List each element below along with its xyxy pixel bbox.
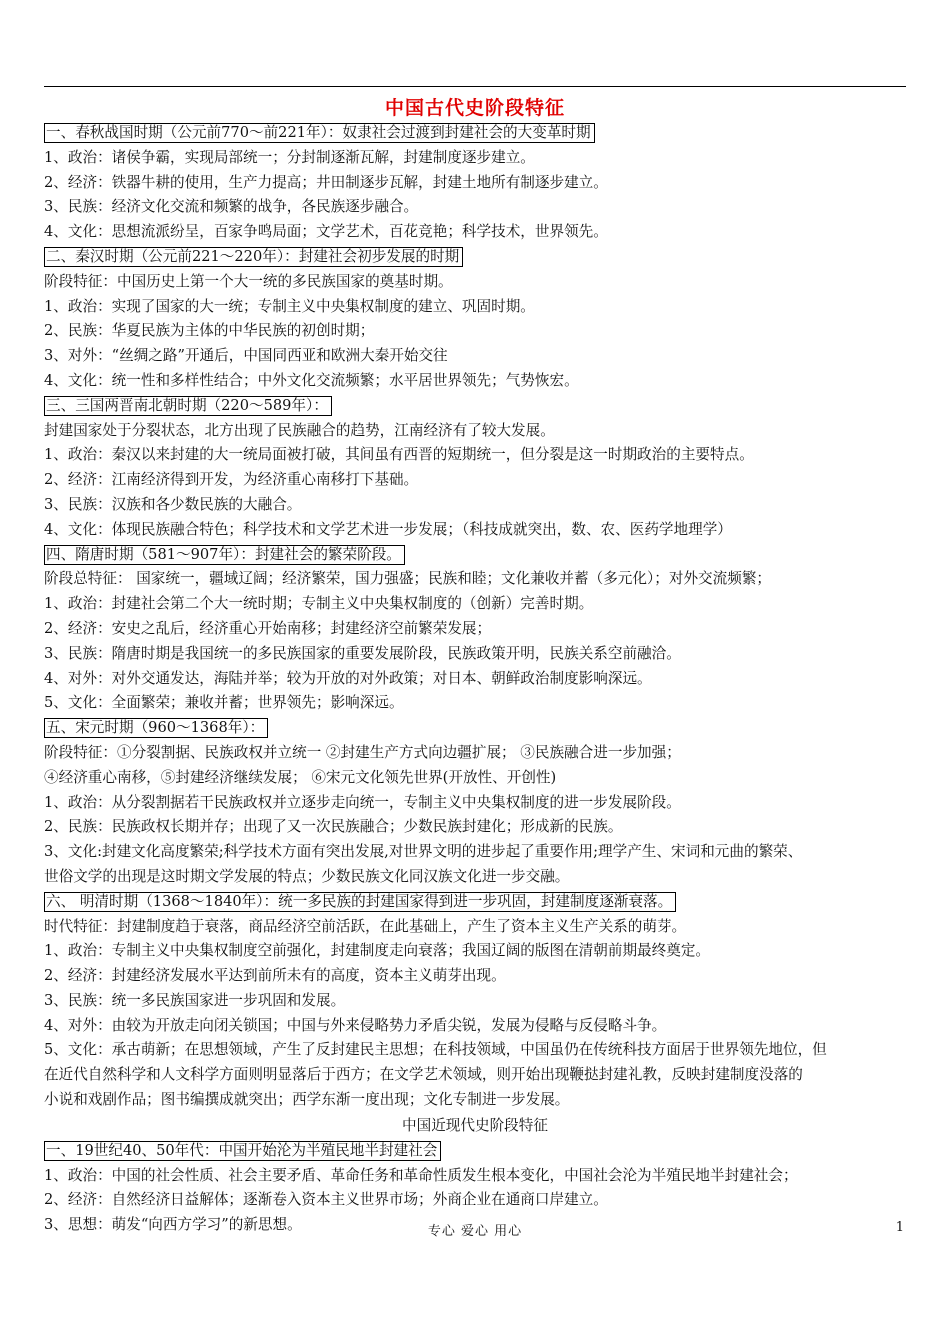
text-line: 时代特征：封建制度趋于衰落，商品经济空前活跃，在此基础上，产生了资本主义生产关系的萌芽。 [44, 917, 687, 935]
page-footer [0, 1220, 950, 1240]
period-heading [44, 543, 906, 568]
text-line: 2、经济：自然经济日益解体；逐渐卷入资本主义世界市场；外商企业在通商口岸建立。 [44, 1191, 608, 1209]
page-number: 1 [895, 1220, 904, 1235]
text-line: 2、经济：安史之乱后，经济重心开始南移；封建经济空前繁荣发展； [44, 619, 492, 637]
text-line: 5、文化：承古萌新；在思想领域，产生了反封建民主思想；在科技领域，中国虽仍在传统科技方面居于世界领先地位，但 [44, 1041, 827, 1059]
period-heading-text: 一、春秋战国时期（公元前770～前221年）：奴隶社会过渡到封建社会的大变革时期 [44, 123, 595, 143]
text-line: 2、民族：民族政权长期并存；出现了又一次民族融合；少数民族封建化；形成新的民族。 [44, 818, 623, 836]
period-heading [44, 394, 906, 419]
header-rule [44, 86, 906, 87]
period-heading [44, 716, 906, 741]
document-body [44, 95, 906, 1238]
text-line: 4、文化：统一性和多样性结合；中外文化交流频繁；水平居世界领先；气势恢宏。 [44, 371, 579, 389]
text-line: 阶段特征：中国历史上第一个大一统的多民族国家的奠基时期。 [44, 272, 453, 290]
text-line: 3、民族：汉族和各少数民族的大融合。 [44, 495, 302, 513]
period-heading [44, 245, 906, 270]
text-line: 4、文化：思想流派纷呈，百家争鸣局面；文学艺术，百花竞艳；科学技术，世界领先。 [44, 223, 608, 241]
section-subtitle: 中国近现代史阶段特征 [402, 1116, 548, 1134]
period-heading-text: 三、三国两晋南北朝时期（220～589年）： [44, 396, 332, 416]
text-line: ④经济重心南移，⑤封建经济继续发展； ⑥宋元文化领先世界(开放性、开创性) [44, 768, 557, 786]
period-heading-text: 四、隋唐时期（581～907年）：封建社会的繁荣阶段。 [44, 545, 405, 565]
text-line: 1、政治：封建社会第二个大一统时期；专制主义中央集权制度的（创新）完善时期。 [44, 595, 594, 613]
text-line: 2、民族：华夏民族为主体的中华民族的初创时期； [44, 322, 375, 340]
text-line: 小说和戏剧作品；图书编撰成就突出；西学东渐一度出现；文化专制进一步发展。 [44, 1091, 570, 1109]
text-line: 4、对外：由较为开放走向闭关锁国；中国与外来侵略势力矛盾尖锐，发展为侵略与反侵略斗争。 [44, 1016, 667, 1034]
text-line: 3、民族：隋唐时期是我国统一的多民族国家的重要发展阶段，民族政策开明，民族关系空前融洽。 [44, 644, 681, 662]
period-heading-text: 一、19世纪40、50年代：中国开始沦为半殖民地半封建社会 [44, 1141, 441, 1161]
text-line: 2、经济：铁器牛耕的使用，生产力提高；井田制逐步瓦解，封建土地所有制逐步建立。 [44, 173, 608, 191]
period-heading-text: 六、 明清时期（1368～1840年）：统一多民族的封建国家得到进一步巩固，封建制度逐渐衰落。 [44, 892, 676, 912]
period-heading [44, 890, 906, 915]
period-heading-text: 二、秦汉时期（公元前221～220年）：封建社会初步发展的时期 [44, 247, 463, 267]
text-line: 1、政治：专制主义中央集权制度空前强化，封建制度走向衰落；我国辽阔的版图在清朝前期最终奠定。 [44, 942, 711, 960]
ancient-history-section [44, 121, 906, 1113]
footer-motto: 专心 爱心 用心 [427, 1224, 523, 1239]
text-line: 3、文化:封建文化高度繁荣;科学技术方面有突出发展,对世界文明的进步起了重要作用;理学产生、宋词和元曲的繁荣、 [44, 843, 803, 861]
text-line: 在近代自然科学和人文科学方面则明显落后于西方；在文学艺术领域，则开始出现鞭挞封建礼教，反映封建制度没落的 [44, 1066, 803, 1084]
text-line: 2、经济：封建经济发展水平达到前所未有的高度，资本主义萌芽出现。 [44, 967, 506, 985]
period-heading [44, 1139, 906, 1164]
text-line: 阶段总特征： 国家统一，疆域辽阔；经济繁荣，国力强盛；民族和睦；文化兼收并蓄（多元化）；对外交流频繁； [44, 570, 772, 588]
text-line: 4、文化：体现民族融合特色；科学技术和文学艺术进一步发展；（科技成就突出，数、农、医药学地理学） [44, 520, 732, 538]
text-line: 世俗文学的出现是这时期文学发展的特点；少数民族文化同汉族文化进一步交融。 [44, 867, 570, 885]
text-line: 3、对外：“丝绸之路”开通后，中国同西亚和欧洲大秦开始交往 [44, 347, 448, 365]
text-line: 1、政治：秦汉以来封建的大一统局面被打破，其间虽有西晋的短期统一，但分裂是这一时期政治的主要特点。 [44, 446, 754, 464]
text-line: 4、对外：对外交通发达，海陆并举；较为开放的对外政策；对日本、朝鲜政治制度影响深远。 [44, 669, 652, 687]
text-line: 2、经济：江南经济得到开发，为经济重心南移打下基础。 [44, 471, 419, 489]
page-title: 中国古代史阶段特征 [384, 97, 565, 119]
text-line: 1、政治：诸侯争霸，实现局部统一；分封制逐渐瓦解，封建制度逐步建立。 [44, 148, 535, 166]
text-line: 3、思想：萌发“向西方学习”的新思想。 [44, 1216, 302, 1234]
text-line: 阶段特征：①分裂割据、民族政权并立统一 ②封建生产方式向边疆扩展； ③民族融合进一步加强； [44, 743, 681, 761]
text-line: 封建国家处于分裂状态，北方出现了民族融合的趋势，江南经济有了较大发展。 [44, 421, 555, 439]
text-line: 1、政治：中国的社会性质、社会主要矛盾、革命任务和革命性质发生根本变化，中国社会沦为半殖民地半封建社会； [44, 1166, 798, 1184]
period-heading [44, 121, 906, 146]
text-line: 1、政治：实现了国家的大一统；专制主义中央集权制度的建立、巩固时期。 [44, 297, 535, 315]
text-line: 3、民族：统一多民族国家进一步巩固和发展。 [44, 991, 346, 1009]
text-line: 5、文化：全面繁荣；兼收并蓄；世界领先；影响深远。 [44, 694, 404, 712]
text-line: 3、民族：经济文化交流和频繁的战争，各民族逐步融合。 [44, 198, 419, 216]
text-line: 1、政治：从分裂割据若干民族政权并立逐步走向统一，专制主义中央集权制度的进一步发展阶段。 [44, 793, 681, 811]
period-heading-text: 五、宋元时期（960～1368年）： [44, 718, 268, 738]
